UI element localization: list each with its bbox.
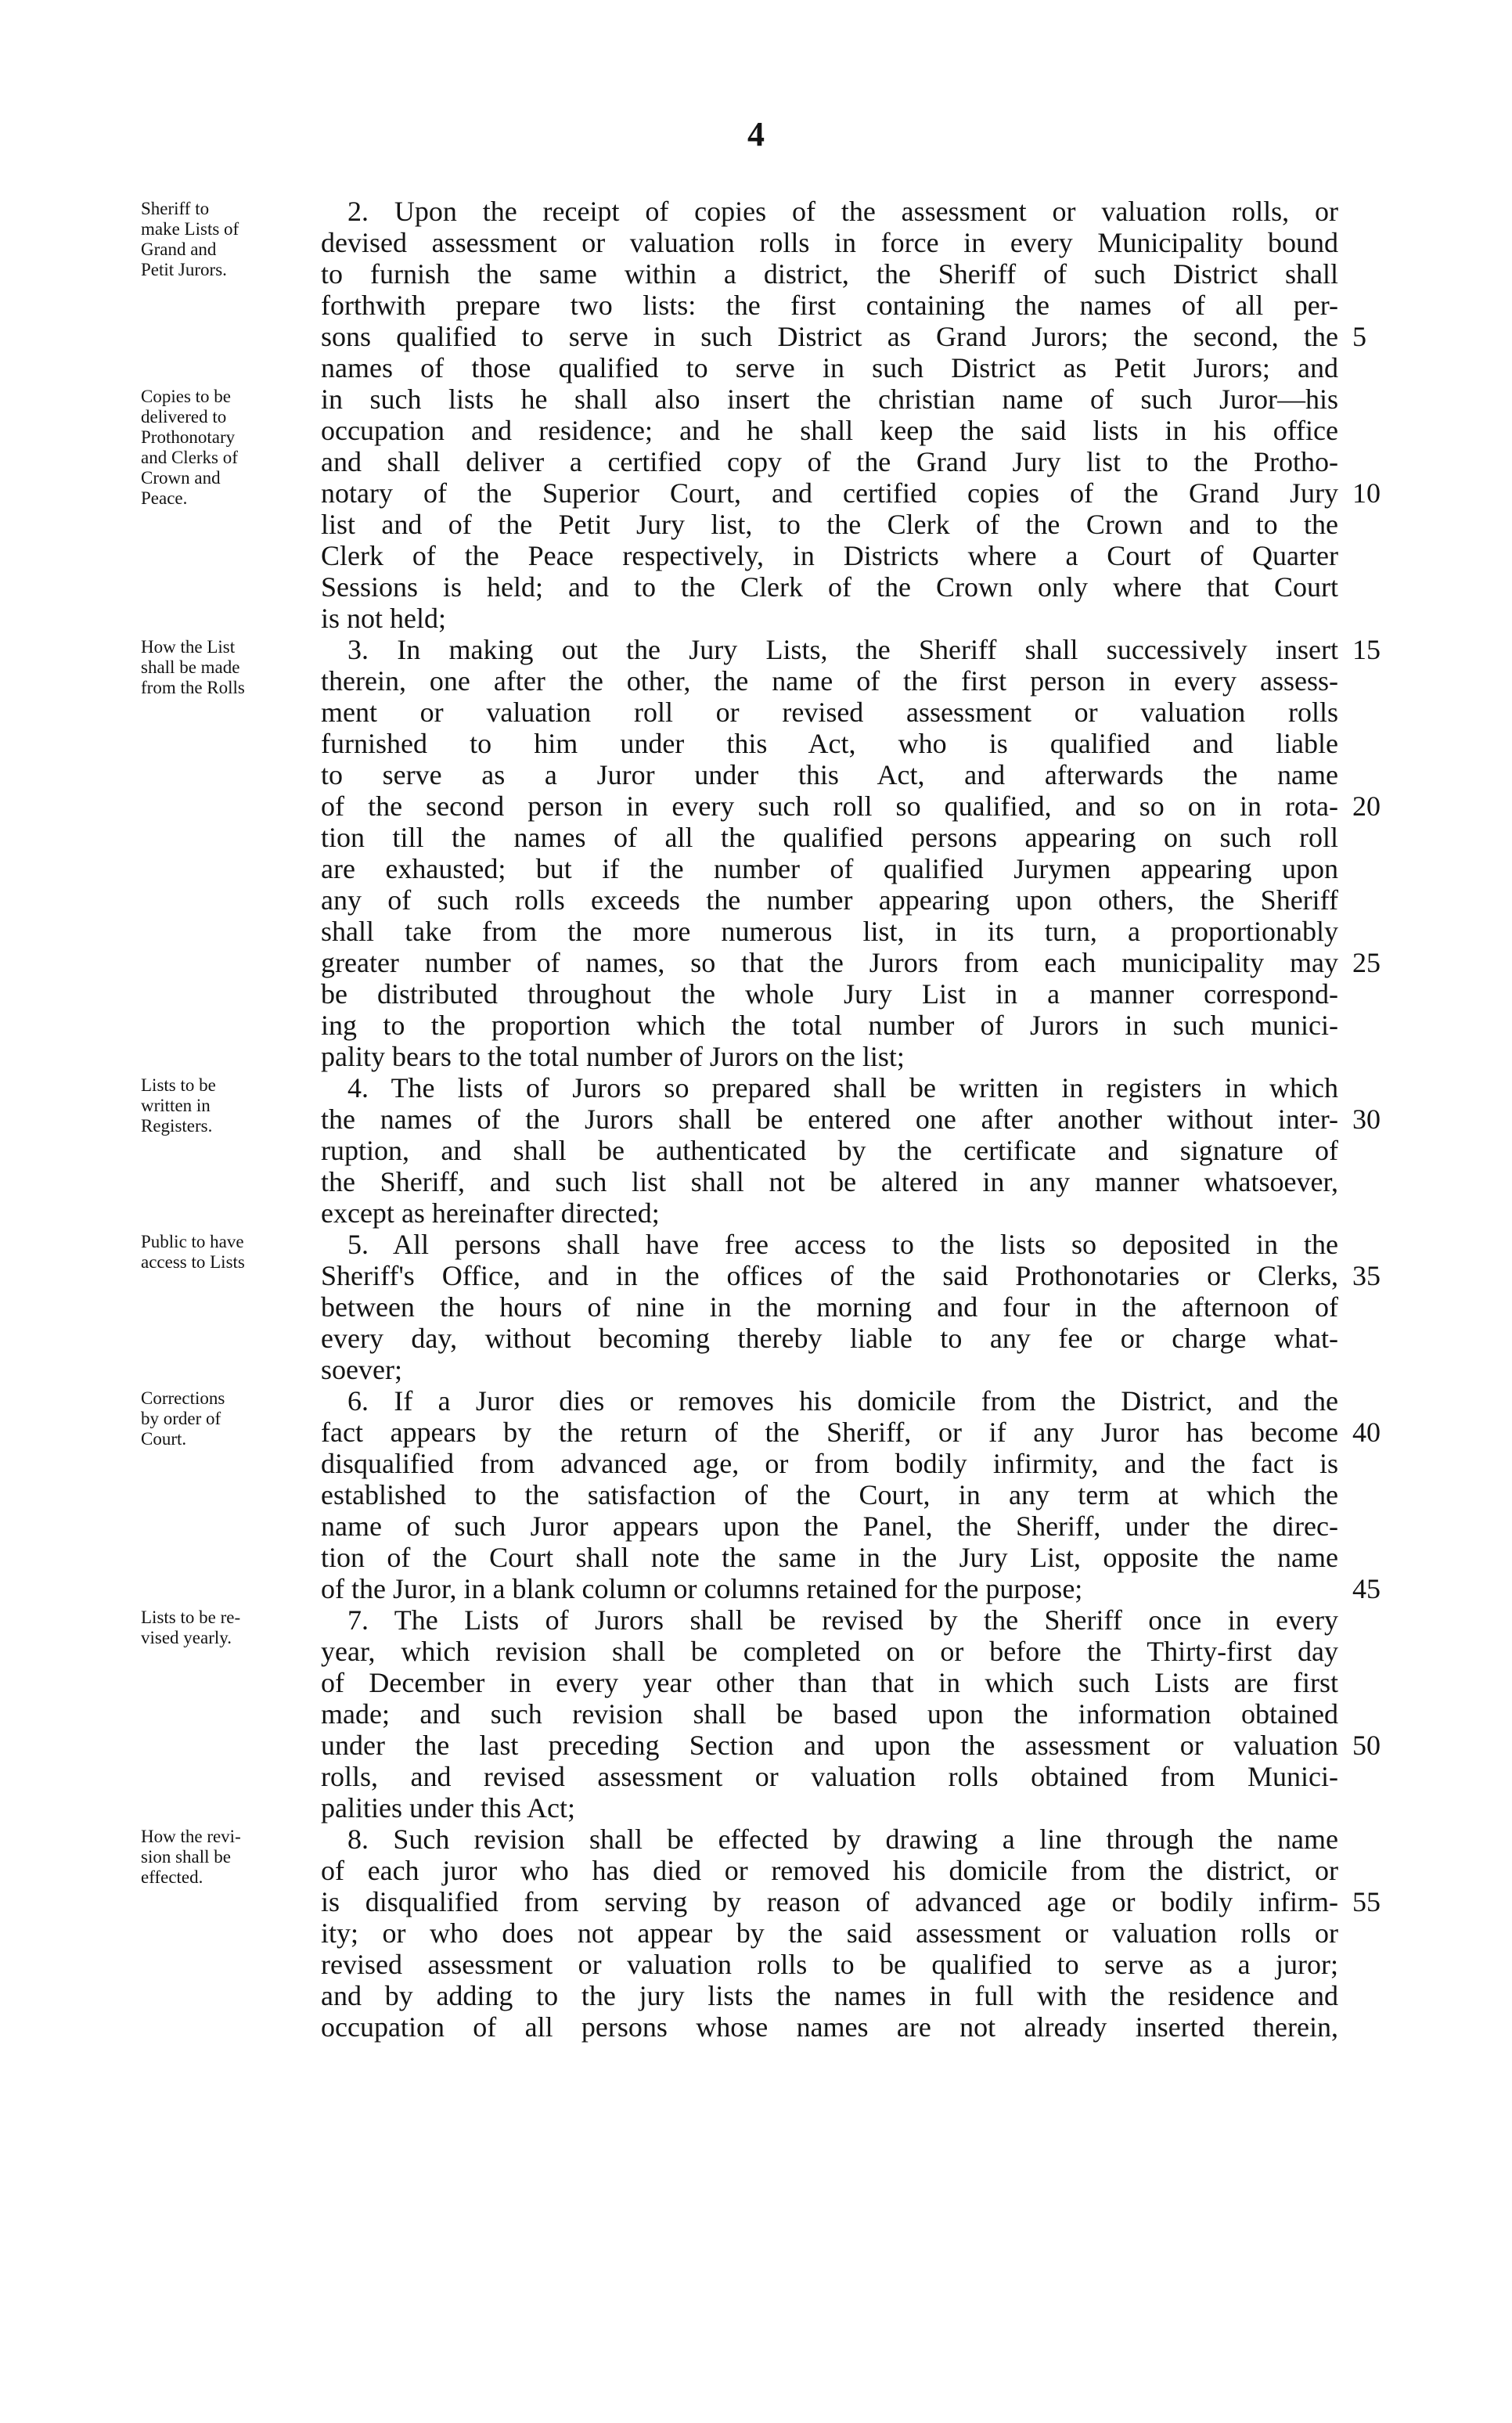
text-line: palities under this Act; [321, 1792, 575, 1824]
text-line: Sessions is held; and to the Clerk of the Crown only where that Court [321, 571, 1338, 603]
text-line: list and of the Petit Jury list, to the Clerk of the Crown and to the [321, 509, 1338, 540]
text-line: 8. Such revision shall be effected by drawing a line through the name [347, 1824, 1338, 1855]
text-line: to serve as a Juror under this Act, and afterwards the name [321, 759, 1338, 790]
text-line: be distributed throughout the whole Jury List in a manner correspond- [321, 978, 1338, 1010]
margin-note: Public to have access to Lists [141, 1232, 245, 1272]
text-line: notary of the Superior Court, and certified copies of the Grand Jury [321, 477, 1338, 509]
text-line: ment or valuation roll or revised assessment or valuation rolls [321, 697, 1338, 728]
text-line: between the hours of nine in the morning and four in the afternoon of [321, 1291, 1338, 1323]
text-line: are exhausted; but if the number of qualified Jurymen appearing upon [321, 853, 1338, 884]
text-line: the Sheriff, and such list shall not be altered in any manner whatsoever, [321, 1166, 1338, 1197]
text-line: 5. All persons shall have free access to the lists so deposited in the [347, 1229, 1338, 1260]
text-line: of the Juror, in a blank column or columns retained for the purpose; [321, 1573, 1083, 1604]
text-line: disqualified from advanced age, or from bodily infirmity, and the fact is [321, 1448, 1338, 1479]
line-number: 5 [1352, 321, 1366, 352]
text-line: greater number of names, so that the Jurors from each municipality may [321, 947, 1338, 978]
margin-note: Sheriff to make Lists of Grand and Petit Jurors. [141, 199, 239, 279]
text-line: therein, one after the other, the name of the first person in every assess- [321, 665, 1338, 697]
text-line: of each juror who has died or removed his domicile from the district, or [321, 1855, 1338, 1886]
line-number: 15 [1352, 634, 1381, 665]
text-line: of December in every year other than that in which such Lists are first [321, 1667, 1338, 1698]
text-line: ing to the proportion which the total number of Jurors in such munici- [321, 1010, 1338, 1041]
text-line: 3. In making out the Jury Lists, the Sheriff shall successively insert [347, 634, 1338, 665]
text-line: 7. The Lists of Jurors shall be revised by the Sheriff once in every [347, 1604, 1338, 1636]
text-line: any of such rolls exceeds the number appearing upon others, the Sheriff [321, 884, 1338, 916]
text-line: revised assessment or valuation rolls to be qualified to serve as a juror; [321, 1949, 1338, 1980]
text-line: is disqualified from serving by reason of advanced age or bodily infirm- [321, 1886, 1338, 1917]
page-number: 4 [747, 115, 765, 153]
text-line: 6. If a Juror dies or removes his domicile from the District, and the [347, 1385, 1338, 1417]
text-line: tion till the names of all the qualified persons appearing on such roll [321, 822, 1338, 853]
text-line: fact appears by the return of the Sheriff, or if any Juror has become [321, 1417, 1338, 1448]
text-line: established to the satisfaction of the Court, in any term at which the [321, 1479, 1338, 1510]
text-line: to furnish the same within a district, the Sheriff of such District shall [321, 258, 1338, 290]
text-line: occupation of all persons whose names are not already inserted therein, [321, 2011, 1338, 2043]
text-line: and shall deliver a certified copy of the Grand Jury list to the Protho- [321, 446, 1338, 477]
text-line: year, which revision shall be completed on or before the Thirty-first day [321, 1636, 1338, 1667]
text-line: name of such Juror appears upon the Panel, the Sheriff, under the direc- [321, 1510, 1338, 1542]
text-line: sons qualified to serve in such District as Grand Jurors; the second, the [321, 321, 1338, 352]
text-line: is not held; [321, 603, 446, 634]
text-line: 2. Upon the receipt of copies of the assessment or valuation rolls, or [347, 196, 1338, 227]
margin-note: How the revi- sion shall be effected. [141, 1827, 241, 1887]
text-line: furnished to him under this Act, who is qualified and liable [321, 728, 1338, 759]
line-number: 10 [1352, 477, 1381, 509]
line-number: 25 [1352, 947, 1381, 978]
text-line: made; and such revision shall be based upon the information obtained [321, 1698, 1338, 1730]
text-line: and by adding to the jury lists the names in full with the residence and [321, 1980, 1338, 2011]
text-line: Clerk of the Peace respectively, in Districts where a Court of Quarter [321, 540, 1338, 571]
text-line: under the last preceding Section and upon the assessment or valuation [321, 1730, 1338, 1761]
line-number: 55 [1352, 1886, 1381, 1917]
line-number: 30 [1352, 1103, 1381, 1135]
text-line: 4. The lists of Jurors so prepared shall be written in registers in which [347, 1072, 1338, 1103]
text-line: rolls, and revised assessment or valuation rolls obtained from Munici- [321, 1761, 1338, 1792]
line-number: 20 [1352, 790, 1381, 822]
line-number: 35 [1352, 1260, 1381, 1291]
text-line: ruption, and shall be authenticated by the certificate and signature of [321, 1135, 1338, 1166]
text-line: every day, without becoming thereby liable to any fee or charge what- [321, 1323, 1338, 1354]
text-line: ity; or who does not appear by the said assessment or valuation rolls or [321, 1917, 1338, 1949]
text-line: of the second person in every such roll so qualified, and so on in rota- [321, 790, 1338, 822]
text-line: names of those qualified to serve in such District as Petit Jurors; and [321, 352, 1338, 383]
margin-note: Lists to be written in Registers. [141, 1075, 216, 1136]
text-line: soever; [321, 1354, 402, 1385]
line-number: 45 [1352, 1573, 1381, 1604]
text-line: devised assessment or valuation rolls in force in every Municipality bound [321, 227, 1338, 258]
text-line: shall take from the more numerous list, in its turn, a proportionably [321, 916, 1338, 947]
text-line: Sheriff's Office, and in the offices of the said Prothonotaries or Clerks, [321, 1260, 1338, 1291]
margin-note: Copies to be delivered to Prothonotary and Clerks of Crown and Peace. [141, 387, 238, 508]
text-line: except as hereinafter directed; [321, 1197, 660, 1229]
margin-note: How the List shall be made from the Rolls [141, 637, 245, 697]
text-line: pality bears to the total number of Jurors on the list; [321, 1041, 905, 1072]
text-line: in such lists he shall also insert the christian name of such Juror—his [321, 383, 1338, 415]
text-line: occupation and residence; and he shall keep the said lists in his office [321, 415, 1338, 446]
text-line: the names of the Jurors shall be entered one after another without inter- [321, 1103, 1338, 1135]
margin-note: Lists to be re- vised yearly. [141, 1608, 241, 1647]
text-line: tion of the Court shall note the same in the Jury List, opposite the name [321, 1542, 1338, 1573]
line-number: 40 [1352, 1417, 1381, 1448]
text-line: forthwith prepare two lists: the first containing the names of all per- [321, 290, 1338, 321]
line-number: 50 [1352, 1730, 1381, 1761]
margin-note: Corrections by order of Court. [141, 1388, 225, 1449]
